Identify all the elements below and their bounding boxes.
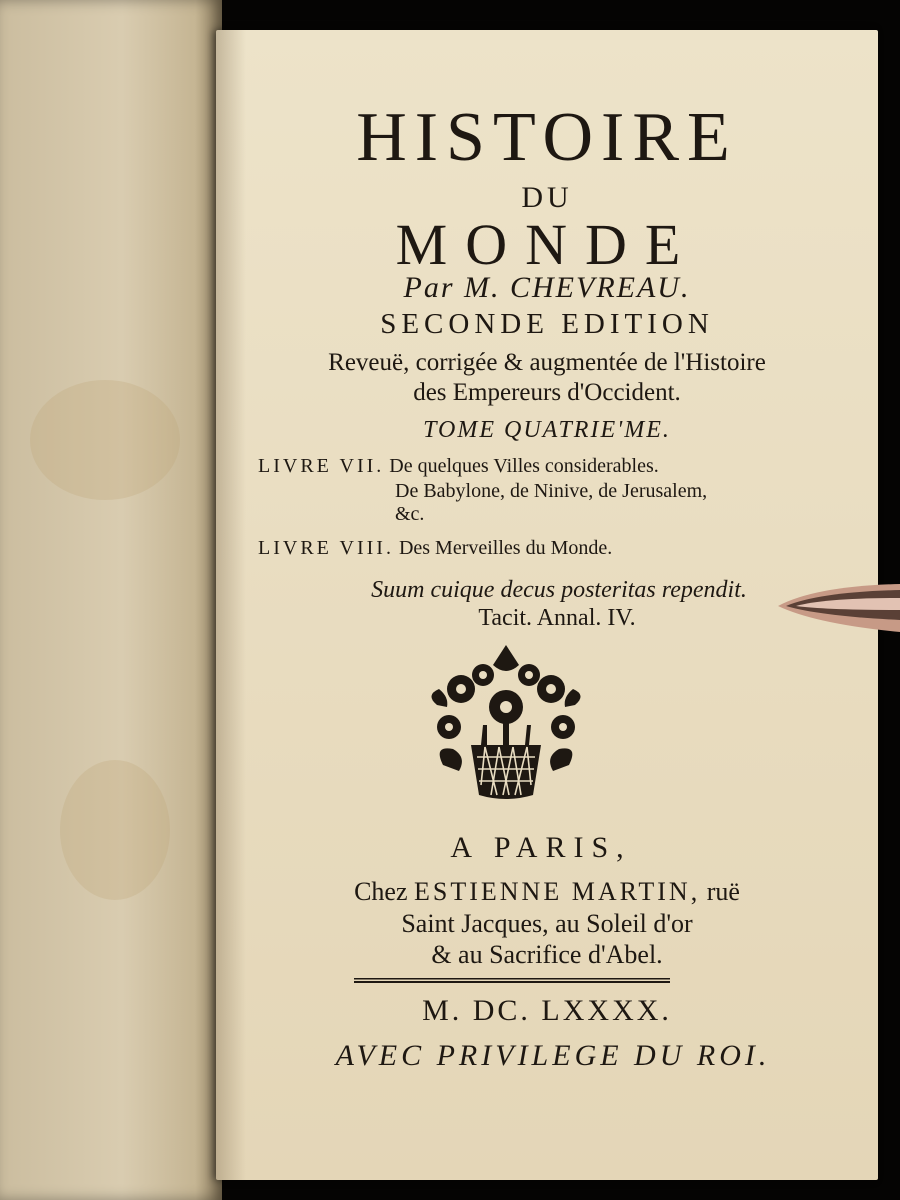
address-line-1: Saint Jacques, au Soleil d'or <box>401 909 693 938</box>
page-knife <box>776 576 900 640</box>
publisher-line <box>216 876 878 908</box>
place-line: A PARIS, <box>450 831 632 864</box>
author-line: Par M. CHEVREAU. <box>403 271 691 304</box>
livre-8-label: LIVRE VIII. <box>258 537 394 559</box>
paper-stain <box>60 760 170 900</box>
left-page <box>0 0 222 1200</box>
livre-7-line-3: &c. <box>395 503 425 525</box>
imprint-date: M. DC. LXXXX. <box>422 994 672 1027</box>
latin-motto: Suum cuique decus posteritas rependit. <box>371 577 747 603</box>
publisher-name: ESTIENNE MARTIN, <box>414 877 701 906</box>
title-du: DU <box>521 181 573 214</box>
tome-line: TOME QUATRIE'ME. <box>423 417 671 443</box>
address-line-2: & au Sacrifice d'Abel. <box>431 940 663 969</box>
livre-8-line-1: Des Merveilles du Monde. <box>398 537 613 559</box>
livre-8-entry <box>258 536 612 560</box>
livre-7-line-2: De Babylone, de Ninive, de Jerusalem, <box>395 480 708 502</box>
motto-source: Tacit. Annal. IV. <box>478 605 636 631</box>
privilege-line: AVEC PRIVILEGE DU ROI. <box>335 1039 771 1072</box>
title-monde: MONDE <box>395 212 699 277</box>
livre-7-entry <box>258 454 659 478</box>
revision-line-1: Reveuë, corrigée & augmentée de l'Histoire <box>328 349 766 376</box>
livre-7-line-1: De quelques Villes considerables. <box>389 455 659 477</box>
flower-basket-ornament <box>423 645 589 805</box>
livre-7-label: LIVRE VII. <box>258 455 385 477</box>
book-title: HISTOIRE <box>356 99 738 176</box>
revision-line-2: des Empereurs d'Occident. <box>413 379 681 406</box>
paper-stain <box>30 380 180 500</box>
edition-line: SECONDE EDITION <box>380 308 714 340</box>
publisher-suffix: ruë <box>706 877 740 906</box>
publisher-prefix: Chez <box>354 877 408 906</box>
double-rule <box>354 978 670 983</box>
